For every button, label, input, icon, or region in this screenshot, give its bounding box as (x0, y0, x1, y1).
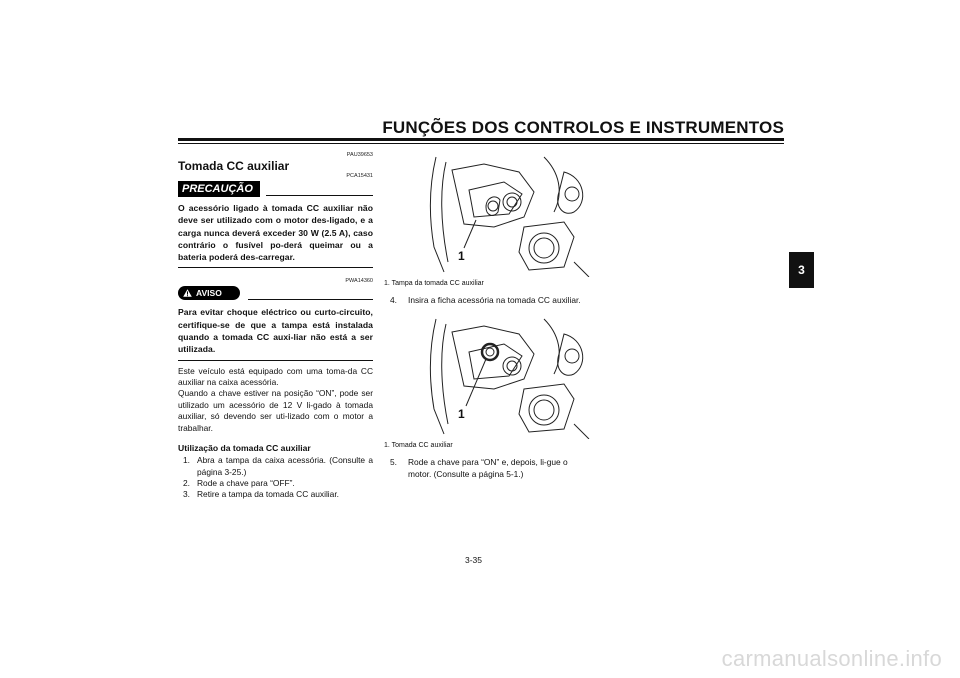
precaucao-text: O acessório ligado à tomada CC auxiliar não deve ser utilizado com o motor des-ligado, e a carga nunca deverá exceder 30 W (2.5 A), caso contrário o fusível po-derá queimar ou a bateria poderá des-carregar. (178, 203, 373, 263)
step-item (178, 455, 373, 478)
page-header-title: FUNÇÕES DOS CONTROLOS E INSTRUMENTOS (382, 118, 784, 137)
subsection-heading: Utilização da tomada CC auxiliar (178, 443, 311, 454)
figure-aux-socket (424, 314, 594, 439)
aviso-badge (178, 286, 240, 300)
step-number: 5. (390, 457, 397, 468)
figure-caption: 1. Tampa da tomada CC auxiliar (384, 280, 484, 287)
aviso-label: AVISO (196, 288, 222, 299)
reference-code: PAU39653 (346, 152, 373, 158)
watermark: carmanualsonline.info (721, 646, 942, 671)
illustration-socket (424, 314, 594, 439)
section-divider (178, 360, 373, 361)
aviso-header (178, 286, 373, 301)
step-text: Rode a chave para “ON” e, depois, li-gue o motor. (Consulte a página 5-1.) (408, 457, 568, 479)
body-text (178, 366, 373, 434)
body-paragraph: Quando a chave estiver na posição “ON”, pode ser utilizado um acessório de 12 V li-gado à tomada auxiliar, só devendo ser uti-lizado com o motor a trabalhar. (178, 388, 373, 433)
step-number: 4. (390, 295, 397, 305)
page-number: 3-35 (465, 555, 483, 565)
right-column (384, 152, 584, 480)
step-text: Rode a chave para “OFF”. (197, 477, 295, 488)
figure-aux-socket-cap (424, 152, 594, 277)
step-item (178, 489, 373, 500)
precaucao-header (178, 181, 373, 197)
step-item (384, 295, 584, 306)
step-list (178, 455, 373, 501)
step-text: Abra a tampa da caixa acessória. (Consulte a página 3-25.) (197, 455, 373, 477)
step-item (384, 457, 584, 480)
precaucao-label: PRECAUÇÃO (178, 181, 260, 197)
figure-caption: 1. Tomada CC auxiliar (384, 442, 453, 450)
reference-code: PCA15431 (346, 173, 373, 179)
step-number: 1. (183, 455, 190, 466)
left-column (178, 152, 373, 501)
section-divider (178, 267, 373, 268)
reference-code: PWA14360 (345, 278, 373, 285)
step-number: 2. (183, 477, 190, 488)
step-text: Insira a ficha acessória na tomada CC auxiliar. (408, 295, 581, 305)
warning-triangle-icon (183, 289, 192, 297)
figure-callout: 1 (458, 249, 465, 263)
chapter-tab: 3 (789, 252, 814, 288)
step-number: 3. (183, 489, 190, 500)
step-item (178, 478, 373, 489)
aviso-text: Para evitar choque eléctrico ou curto-circuito, certifique-se de que a tampa está instalada quando a tomada CC auxi-liar não está a ser utilizada. (178, 307, 373, 355)
section-title: Tomada CC auxiliar (178, 159, 290, 173)
step-text: Retire a tampa da tomada CC auxiliar. (197, 489, 339, 500)
notice-rule (266, 195, 373, 196)
notice-rule (248, 299, 373, 300)
body-paragraph: Este veículo está equipado com uma toma-da CC auxiliar na caixa acessória. (178, 365, 373, 388)
header-rule (178, 138, 784, 141)
illustration-socket-cap (424, 152, 594, 277)
header-rule-thin (178, 143, 784, 144)
figure-callout: 1 (458, 407, 465, 422)
